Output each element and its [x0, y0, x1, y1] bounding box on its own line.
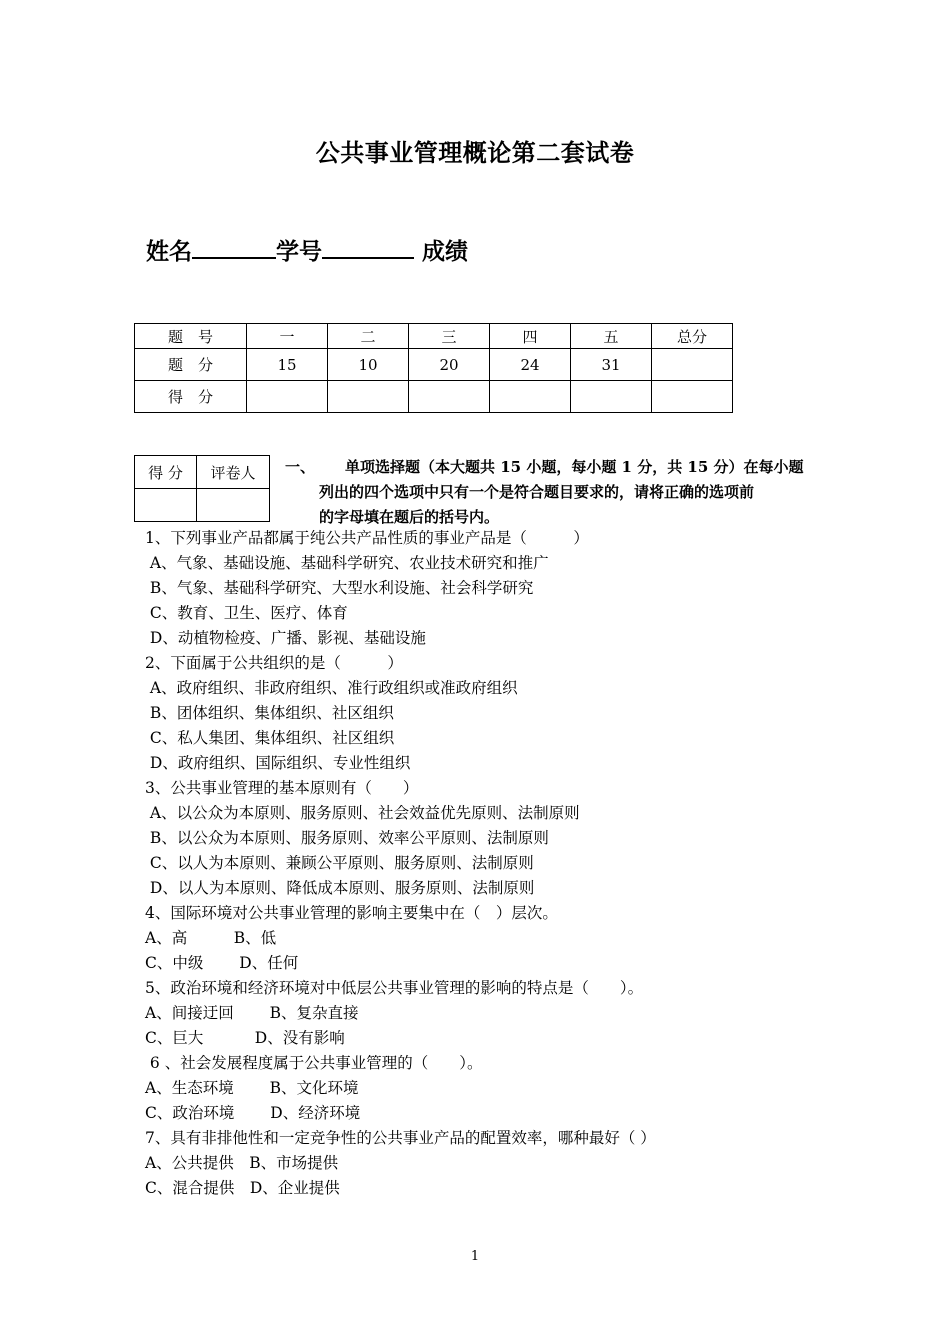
table-cell: 10 [328, 349, 409, 381]
exam-title: 公共事业管理概论第二套试卷 [315, 138, 635, 167]
option-line: C、巨大 D、没有影响 [145, 1029, 345, 1047]
student-info-line [146, 233, 468, 266]
score-label-text: 成绩 [422, 238, 469, 265]
id-label: 学号 [276, 238, 322, 265]
option-line: D、政府组织、国际组织、专业性组织 [145, 754, 411, 772]
grader-name-label: 评卷人 [197, 456, 270, 489]
option-line: C、教育、卫生、医疗、体育 [145, 604, 348, 622]
question-line: 3、公共事业管理的基本原则有（ ） [145, 779, 419, 797]
table-cell: 五 [571, 324, 652, 349]
table-row [135, 349, 733, 381]
question-line: 7、具有非排他性和一定竞争性的公共事业产品的配置效率，哪种最好（ ） [145, 1129, 656, 1147]
option-line: C、中级 D、任何 [145, 954, 299, 972]
table-row [135, 489, 270, 522]
table-cell[interactable] [571, 381, 652, 413]
table-cell[interactable] [328, 381, 409, 413]
option-line: A、公共提供 B、市场提供 [145, 1154, 339, 1172]
option-line: C、私人集团、集体组织、社区组织 [145, 729, 395, 747]
section-heading [285, 455, 810, 530]
grader-name-cell[interactable] [197, 489, 270, 522]
table-cell: 24 [490, 349, 571, 381]
table-cell[interactable] [490, 381, 571, 413]
option-line: D、以人为本原则、降低成本原则、服务原则、法制原则 [145, 879, 535, 897]
name-blank [192, 235, 276, 259]
table-cell: 31 [571, 349, 652, 381]
id-blank [322, 235, 414, 259]
grader-table [134, 455, 270, 522]
table-row [135, 324, 733, 349]
option-line: A、高 B、低 [145, 929, 277, 947]
grader-score-cell[interactable] [135, 489, 197, 522]
table-row [135, 381, 733, 413]
section-instructions-line: 的字母填在题后的括号内。 [319, 508, 500, 526]
section-instructions-line: 列出的四个选项中只有一个是符合题目要求的，请将正确的选项前 [319, 483, 755, 501]
table-cell[interactable] [409, 381, 490, 413]
page-number: 1 [470, 1249, 480, 1264]
option-line: B、气象、基础科学研究、大型水利设施、社会科学研究 [145, 579, 534, 597]
option-line: A、间接迂回 B、复杂直接 [145, 1004, 359, 1022]
table-cell: 三 [409, 324, 490, 349]
question-line: 5、政治环境和经济环境对中低层公共事业管理的影响的特点是（ ）。 [145, 979, 644, 997]
table-cell [652, 349, 733, 381]
question-line: 1、下列事业产品都属于纯公共产品性质的事业产品是（ ） [145, 529, 589, 547]
table-cell: 题 号 [135, 324, 247, 349]
option-line: A、政府组织、非政府组织、准行政组织或准政府组织 [145, 679, 518, 697]
table-cell: 四 [490, 324, 571, 349]
option-line: C、以人为本原则、兼顾公平原则、服务原则、法制原则 [145, 854, 534, 872]
option-line: B、以公众为本原则、服务原则、效率公平原则、法制原则 [145, 829, 549, 847]
table-row [135, 456, 270, 489]
option-line: B、团体组织、集体组织、社区组织 [145, 704, 394, 722]
option-line: C、政治环境 D、经济环境 [145, 1104, 361, 1122]
table-cell[interactable] [247, 381, 328, 413]
question-line: 4、国际环境对公共事业管理的影响主要集中在（ ）层次。 [145, 904, 558, 922]
section-instructions-line: 单项选择题（本大题共 15 小题，每小题 1 分，共 15 分）在每小题 [345, 458, 804, 476]
table-cell: 总分 [652, 324, 733, 349]
score-table [134, 323, 733, 413]
option-line: C、混合提供 D、企业提供 [145, 1179, 340, 1197]
option-line: A、以公众为本原则、服务原则、社会效益优先原则、法制原则 [145, 804, 580, 822]
question-line: 6 、社会发展程度属于公共事业管理的（ ）。 [145, 1054, 483, 1072]
table-cell[interactable] [652, 381, 733, 413]
table-cell: 一 [247, 324, 328, 349]
option-line: A、气象、基础设施、基础科学研究、农业技术研究和推广 [145, 554, 549, 572]
name-label: 姓名 [146, 238, 192, 265]
option-line: D、动植物检疫、广播、影视、基础设施 [145, 629, 426, 647]
table-cell: 得 分 [135, 381, 247, 413]
grader-score-label: 得 分 [135, 456, 197, 489]
table-cell: 15 [247, 349, 328, 381]
table-cell: 二 [328, 324, 409, 349]
section-number: 一、 [285, 458, 316, 476]
table-cell: 题 分 [135, 349, 247, 381]
question-line: 2、下面属于公共组织的是（ ） [145, 654, 403, 672]
score-label [414, 238, 422, 265]
table-cell: 20 [409, 349, 490, 381]
option-line: A、生态环境 B、文化环境 [145, 1079, 359, 1097]
